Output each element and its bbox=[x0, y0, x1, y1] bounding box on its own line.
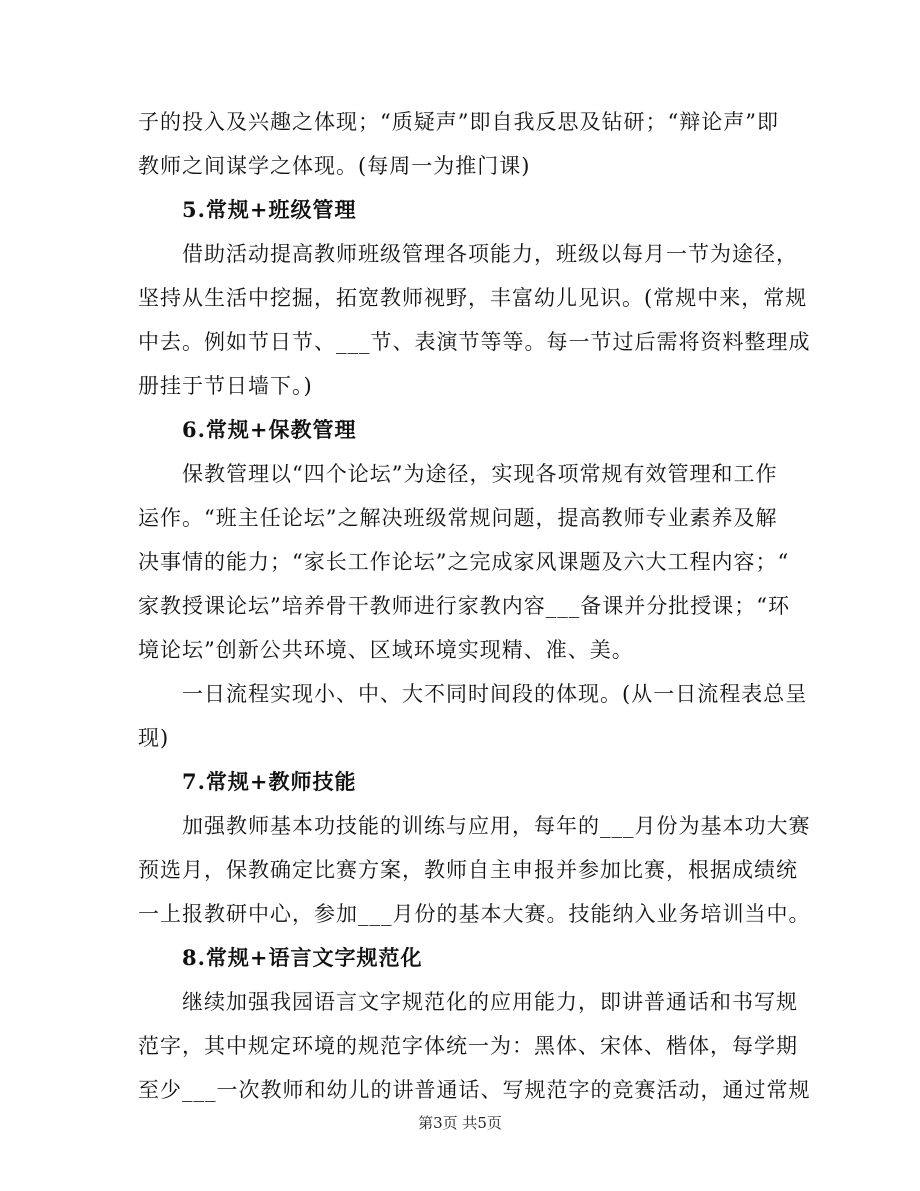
text-line: 中去。例如节日节、___节、表演节等等。每一节过后需将资料整理成 bbox=[138, 330, 811, 354]
text-line: 子的投入及兴趣之体现；“质疑声”即自我反思及钻研；“辩论声”即 bbox=[138, 110, 779, 134]
text-line: 借助活动提高教师班级管理各项能力，班级以每月一节为途径， bbox=[182, 242, 798, 266]
text-line: 加强教师基本功技能的训练与应用，每年的___月份为基本功大赛 bbox=[182, 814, 811, 838]
text-line: 坚持从生活中挖掘，拓宽教师视野，丰富幼儿见识。(常规中来，常规 bbox=[138, 286, 808, 310]
text-line: 册挂于节日墙下。) bbox=[138, 374, 313, 398]
text-line: 保教管理以“四个论坛”为途径，实现各项常规有效管理和工作 bbox=[182, 462, 778, 486]
section-heading: 6.常规+保教管理 bbox=[182, 417, 357, 442]
text-line: 一上报教研中心，参加___月份的基本大赛。技能纳入业务培训当中。 bbox=[138, 902, 811, 926]
page-number: 第3页 共5页 bbox=[418, 1114, 502, 1132]
document-body bbox=[138, 100, 811, 1112]
section-heading: 7.常规+教师技能 bbox=[182, 769, 357, 794]
text-line: 运作。“班主任论坛”之解决班级常规问题，提高教师专业素养及解 bbox=[138, 506, 778, 530]
text-line: 至少___一次教师和幼儿的讲普通话、写规范字的竞赛活动，通过常规 bbox=[138, 1078, 811, 1102]
text-line: 家教授课论坛”培养骨干教师进行家教内容___备课并分批授课；“环 bbox=[138, 594, 790, 618]
text-line: 范字，其中规定环境的规范字体统一为：黑体、宋体、楷体，每学期 bbox=[138, 1034, 798, 1058]
text-line: 决事情的能力；“家长工作论坛”之完成家风课题及六大工程内容；“ bbox=[138, 550, 790, 574]
text-line: 一日流程实现小、中、大不同时间段的体现。(从一日流程表总呈 bbox=[182, 682, 808, 706]
text-line: 境论坛”创新公共环境、区域环境实现精、准、美。 bbox=[138, 638, 634, 662]
text-line: 现) bbox=[138, 726, 170, 750]
text-line: 预选月，保教确定比赛方案，教师自主申报并参加比赛，根据成绩统 bbox=[138, 858, 798, 882]
section-heading: 8.常规+语言文字规范化 bbox=[182, 945, 423, 970]
section-heading: 5.常规+班级管理 bbox=[182, 197, 357, 222]
text-line: 继续加强我园语言文字规范化的应用能力，即讲普通话和书写规 bbox=[182, 990, 798, 1014]
text-line: 教师之间谋学之体现。(每周一为推门课) bbox=[138, 154, 531, 178]
